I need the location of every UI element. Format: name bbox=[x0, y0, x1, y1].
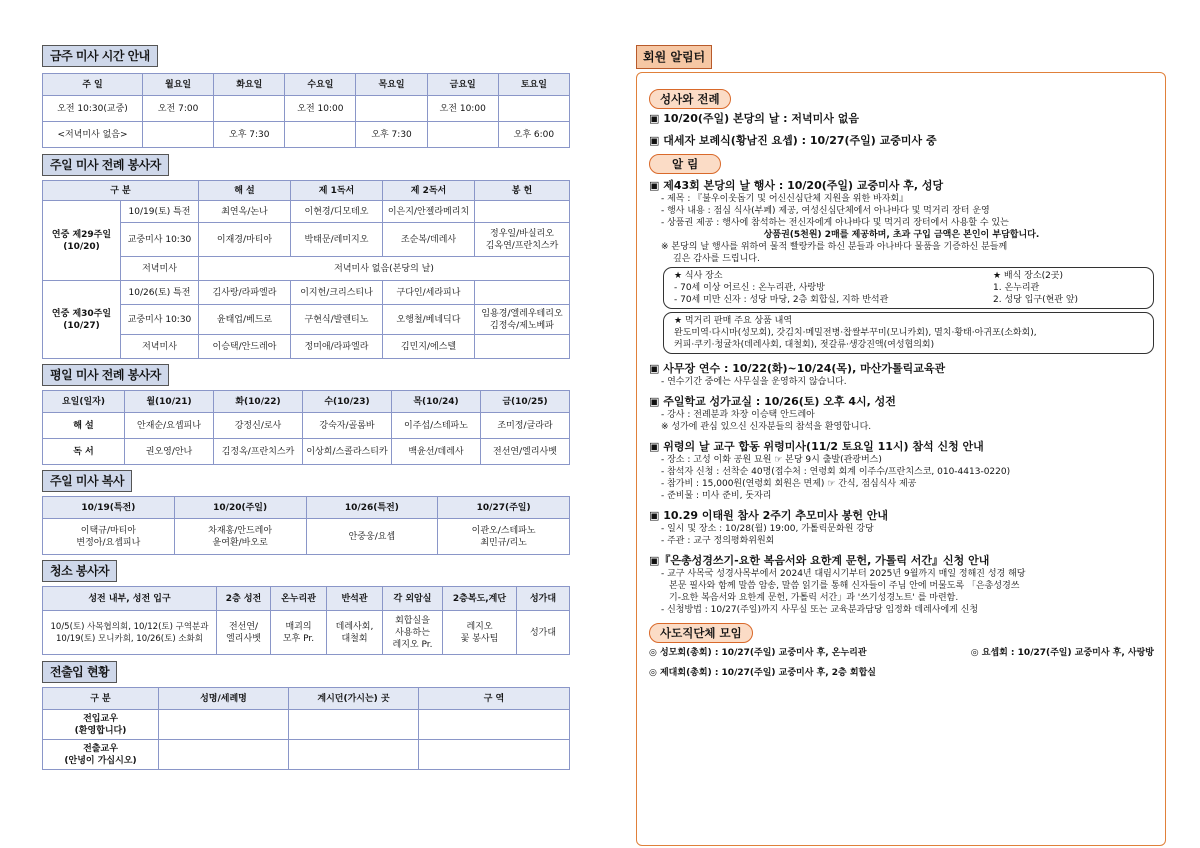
mass-cell: 오후 7:30 bbox=[356, 122, 427, 148]
serve-right bbox=[993, 270, 1143, 306]
clean-cell: 데레사회, 대철회 bbox=[327, 611, 383, 655]
altar-header-cell: 10/19(특전) bbox=[43, 497, 175, 519]
mass-cell: 오전 10:00 bbox=[285, 96, 356, 122]
clean-header-cell: 반석관 bbox=[327, 587, 383, 611]
notice-1-thanks: ※ 본당의 날 행사를 위하여 물적 빨랑카를 하신 분들과 아나바다 물품을 기증하신 분들께 bbox=[661, 242, 1008, 252]
meal-box bbox=[663, 267, 1154, 309]
right-column bbox=[636, 45, 1166, 678]
mass-schedule-table bbox=[42, 73, 570, 148]
mass-header-row bbox=[43, 74, 570, 96]
notice-3-line: ※ 성가에 관심 있으신 신자분들의 참석을 환영합니다. bbox=[661, 422, 872, 432]
apostolate-item: ◎ 요셉회 : 10/27(주일) 교중미사 후, 사랑방 bbox=[970, 648, 1154, 658]
sunday-cell: 정미애/라파엘라 bbox=[291, 335, 383, 359]
mass-cell: 오후 6:00 bbox=[498, 122, 569, 148]
weekday-cell: 해 설 bbox=[43, 413, 125, 439]
clean-header-cell: 2층복도,계단 bbox=[443, 587, 517, 611]
weekday-cell: 백윤선/데레사 bbox=[392, 439, 481, 465]
altar-header-cell: 10/27(주일) bbox=[438, 497, 570, 519]
notice-2-title: ▣ 사무장 연수 : 10/22(화)~10/24(목), 마산가톨릭교육관 bbox=[649, 362, 946, 375]
weekday-cell: 이상희/스콜라스티카 bbox=[303, 439, 392, 465]
sunday-cell: 교중미사 10:30 bbox=[121, 223, 199, 257]
sunday-cell: 박태문/레미지오 bbox=[291, 223, 383, 257]
notice-4-line: - 준비물 : 미사 준비, 돗자리 bbox=[661, 491, 772, 501]
transfer-header-cell: 계시던(가시는) 곳 bbox=[289, 688, 419, 710]
sunday-cell: 구다인/세라피나 bbox=[383, 281, 475, 305]
notice-1-line: - 상품권 제공 : 행사에 참석하는 전신자에게 아나바다 및 먹거리 장터에서 사용할 수 있는 bbox=[661, 218, 1009, 228]
notice-6-line: 본문 필사와 함께 말씀 암송, 말씀 읽기를 통해 신자들이 주님 안에 머물도록 「은총성경쓰 bbox=[669, 581, 1020, 591]
notice-box bbox=[636, 72, 1166, 846]
altar-header-cell: 10/20(주일) bbox=[174, 497, 306, 519]
cleaning-title: 청소 봉사자 bbox=[42, 560, 117, 582]
serve-line: 1. 온누리관 bbox=[993, 283, 1040, 293]
liturgy-item: ▣ 10/20(주일) 본당의 날 : 저녁미사 없음 bbox=[649, 112, 859, 125]
notice-4-line: - 장소 : 고성 이화 공원 묘원 ☞ 본당 9시 출발(관광버스) bbox=[661, 455, 882, 465]
notice-6-line: - 교구 사목국 성경사목부에서 2024년 대림시기부터 2025년 9월까지 매일 정해진 성경 해당 bbox=[661, 569, 1026, 579]
mass-schedule-title: 금주 미사 시간 안내 bbox=[42, 45, 158, 67]
notice-6-title: ▣『은총성경쓰기-요한 복음서와 요한계 문헌, 가톨릭 서간』신청 안내 bbox=[649, 554, 990, 567]
sunday-header-cell: 구 분 bbox=[43, 181, 199, 201]
clean-header-cell: 성전 내부, 성전 입구 bbox=[43, 587, 217, 611]
clean-cell: 매괴의 모후 Pr. bbox=[271, 611, 327, 655]
clean-header-cell: 성가대 bbox=[517, 587, 570, 611]
weekday-cell: 독 서 bbox=[43, 439, 125, 465]
sunday-cell: 최연옥/논나 bbox=[199, 201, 291, 223]
clean-cell: 10/5(토) 사목협의회, 10/12(토) 구역분과 10/19(토) 모니카회, 10/26(토) 소화회 bbox=[43, 611, 217, 655]
sunday-ministers-title: 주일 미사 전례 봉사자 bbox=[42, 154, 169, 176]
food-title: ★ 먹거리 판매 주요 상품 내역 bbox=[674, 316, 793, 326]
weekday-header-cell: 수(10/23) bbox=[303, 391, 392, 413]
notice-6-line: 기-요한 복음서와 요한계 문헌, 가톨릭 서간」과 '쓰기성경노트' 를 마련함. bbox=[669, 593, 959, 603]
altar-servers-title: 주일 미사 복사 bbox=[42, 470, 132, 492]
weekday-cell: 안재순/요셉피나 bbox=[125, 413, 214, 439]
weekday-cell: 강숙자/골롬바 bbox=[303, 413, 392, 439]
notice-1-title: ▣ 제43회 본당의 날 행사 : 10/20(주일) 교중미사 후, 성당 bbox=[649, 179, 944, 192]
weekday-cell: 김정옥/프란치스카 bbox=[214, 439, 303, 465]
mass-cell bbox=[356, 96, 427, 122]
sunday-cell: 10/26(토) 특전 bbox=[121, 281, 199, 305]
sunday-cell: 조순복/데레사 bbox=[383, 223, 475, 257]
sunday-cell: 오행철/베네딕다 bbox=[383, 305, 475, 335]
weekday-cell: 강정신/로사 bbox=[214, 413, 303, 439]
altar-cell: 이택규/마티아 변정아/요셉피나 bbox=[43, 519, 175, 555]
apostolate-row bbox=[649, 647, 1154, 659]
transfer-cell bbox=[159, 740, 289, 770]
clean-header-cell: 각 외암실 bbox=[383, 587, 443, 611]
notice-4-title: ▣ 위령의 날 교구 합동 위령미사(11/2 토요일 11시) 참석 신청 안내 bbox=[649, 440, 984, 453]
serve-line: 2. 성당 입구(현관 앞) bbox=[993, 295, 1079, 305]
meal-title: ★ 식사 장소 bbox=[674, 271, 723, 281]
mass-header-cell: 화요일 bbox=[214, 74, 285, 96]
notice-1-line: - 제목 : 『불우이웃돕기 및 어신신심단체 지원을 위한 바자회』 bbox=[661, 194, 909, 204]
mass-cell bbox=[427, 122, 498, 148]
altar-cell: 차재홍/안드레아 윤여환/바오로 bbox=[174, 519, 306, 555]
notice-1-thanks: 깊은 감사를 드립니다. bbox=[673, 254, 760, 264]
weekday-header-cell: 월(10/21) bbox=[125, 391, 214, 413]
food-box bbox=[663, 312, 1154, 354]
mass-header-cell: 월요일 bbox=[143, 74, 214, 96]
clean-cell: 전선연/ 엘리사벳 bbox=[217, 611, 271, 655]
altar-servers-table bbox=[42, 496, 570, 555]
sunday-ministers-table bbox=[42, 180, 570, 359]
sunday-cell: 이은지/안젤라메리치 bbox=[383, 201, 475, 223]
mass-header-cell: 주 일 bbox=[43, 74, 143, 96]
mass-header-cell: 목요일 bbox=[356, 74, 427, 96]
transfer-table bbox=[42, 687, 570, 770]
sunday-cell: 저녁미사 bbox=[121, 335, 199, 359]
notice-1-voucher: 상품권(5천원) 2매를 제공하며, 초과 구입 금액은 본인이 부담합니다. bbox=[763, 230, 1040, 240]
mass-row bbox=[43, 122, 570, 148]
transfer-header-cell: 구 역 bbox=[419, 688, 570, 710]
weekday-cell: 이주섭/스테파노 bbox=[392, 413, 481, 439]
notice-5-line: - 주관 : 교구 정의평화위원회 bbox=[661, 536, 775, 546]
weekday-header-cell: 금(10/25) bbox=[481, 391, 570, 413]
mass-cell bbox=[498, 96, 569, 122]
clean-cell: 성가대 bbox=[517, 611, 570, 655]
mass-cell bbox=[214, 96, 285, 122]
liturgy-pill: 성사와 전례 bbox=[649, 89, 731, 109]
apostolate-item: ◎ 제대회(총회) : 10/27(주일) 교중미사 후, 2층 회합실 bbox=[649, 668, 876, 678]
notice-1-line: - 행사 내용 : 점심 식사(부페) 제공, 여성신심단체에서 아나바다 및 먹거리 장터 운영 bbox=[661, 206, 990, 216]
transfer-header-cell: 성명/세례명 bbox=[159, 688, 289, 710]
transfer-cell bbox=[419, 740, 570, 770]
sunday-cell: 김사랑/라파엘라 bbox=[199, 281, 291, 305]
sunday-header-cell: 봉 헌 bbox=[475, 181, 570, 201]
sunday-cell: 이현경/디모테오 bbox=[291, 201, 383, 223]
clean-cell: 회합실을 사용하는 레지오 Pr. bbox=[383, 611, 443, 655]
sunday-cell bbox=[475, 335, 570, 359]
sunday-evening-note: 저녁미사 없음(본당의 날) bbox=[199, 257, 570, 281]
notice-3-line: - 강사 : 전례분과 차장 이승택 안드레아 bbox=[661, 410, 815, 420]
notice-5-line: - 일시 및 장소 : 10/28(월) 19:00, 가톨릭문화원 강당 bbox=[661, 524, 874, 534]
transfer-cell bbox=[159, 710, 289, 740]
transfer-label: 전입교우 (환영합니다) bbox=[43, 710, 159, 740]
sunday-cell: 이승택/안드레아 bbox=[199, 335, 291, 359]
serve-title: ★ 배식 장소(2곳) bbox=[993, 271, 1064, 281]
weekday-cell: 권오영/안나 bbox=[125, 439, 214, 465]
weekday-cell: 조미정/글라라 bbox=[481, 413, 570, 439]
sunday-cell: 임용경/엘레우테리오 김정숙/제노베파 bbox=[475, 305, 570, 335]
apostolate-item: ◎ 성모회(총회) : 10/27(주일) 교중미사 후, 온누리관 bbox=[649, 648, 867, 658]
mass-cell: <저녁미사 없음> bbox=[43, 122, 143, 148]
food-line: 커피·쿠키·청귤차(데레사회, 대철회), 젓갈류·생강진액(여성협의회) bbox=[674, 340, 935, 350]
mass-header-cell: 토요일 bbox=[498, 74, 569, 96]
sunday-cell: 윤태업/베드로 bbox=[199, 305, 291, 335]
sunday-cell: 교중미사 10:30 bbox=[121, 305, 199, 335]
weekday-ministers-title: 평일 미사 전례 봉사자 bbox=[42, 364, 169, 386]
notice-6-line: - 신청방법 : 10/27(주일)까지 사무실 또는 교육분과담당 임정화 데레사에게 신청 bbox=[661, 605, 979, 615]
sunday-cell: 김민지/에스텔 bbox=[383, 335, 475, 359]
transfer-cell bbox=[289, 710, 419, 740]
meal-left bbox=[674, 270, 888, 306]
mass-header-cell: 금요일 bbox=[427, 74, 498, 96]
transfer-header-cell: 구 분 bbox=[43, 688, 159, 710]
notice-4-line: - 참가비 : 15,000원(연령회 회원은 면제) ☞ 간식, 점심식사 제공 bbox=[661, 479, 917, 489]
sunday-cell: 저녁미사 bbox=[121, 257, 199, 281]
altar-header-cell: 10/26(특전) bbox=[306, 497, 438, 519]
transfer-cell bbox=[419, 710, 570, 740]
sunday-cell: 정우일/바실리오 김옥연/프란치스카 bbox=[475, 223, 570, 257]
weekday-ministers-table bbox=[42, 390, 570, 465]
sunday-cell: 이재경/마티아 bbox=[199, 223, 291, 257]
clean-header-cell: 2층 성전 bbox=[217, 587, 271, 611]
transfer-label: 전출교우 (안녕이 가십시오) bbox=[43, 740, 159, 770]
sunday-cell: 구현식/발렌티노 bbox=[291, 305, 383, 335]
clean-cell: 레지오 꽃 봉사팀 bbox=[443, 611, 517, 655]
notice-pill: 알 림 bbox=[649, 154, 721, 174]
mass-cell bbox=[143, 122, 214, 148]
cleaning-table bbox=[42, 586, 570, 655]
sunday-cell bbox=[475, 201, 570, 223]
notice-3-title: ▣ 주일학교 성가교실 : 10/26(토) 오후 4시, 성전 bbox=[649, 395, 896, 408]
meal-line: - 70세 이상 어르신 : 온누리관, 사랑방 bbox=[674, 283, 825, 293]
mass-row bbox=[43, 96, 570, 122]
sunday-header-cell: 제 1독서 bbox=[291, 181, 383, 201]
weekday-cell: 전선연/엘리사벳 bbox=[481, 439, 570, 465]
sunday-cell bbox=[475, 281, 570, 305]
weekday-header-cell: 요일(일자) bbox=[43, 391, 125, 413]
sunday-header-cell: 해 설 bbox=[199, 181, 291, 201]
sunday-group-label: 연중 제29주일 (10/20) bbox=[43, 201, 121, 281]
altar-cell: 이관오/스테파노 최민규/리노 bbox=[438, 519, 570, 555]
sunday-cell: 10/19(토) 특전 bbox=[121, 201, 199, 223]
mass-cell bbox=[285, 122, 356, 148]
mass-header-cell: 수요일 bbox=[285, 74, 356, 96]
notice-2-line: - 연수기간 중에는 사무실을 운영하지 않습니다. bbox=[661, 377, 847, 387]
altar-cell: 안중웅/요셉 bbox=[306, 519, 438, 555]
mass-cell: 오전 7:00 bbox=[143, 96, 214, 122]
sunday-cell: 이지헌/크리스티나 bbox=[291, 281, 383, 305]
liturgy-item: ▣ 대세자 보례식(황남진 요셉) : 10/27(주일) 교중미사 중 bbox=[649, 134, 937, 147]
left-column bbox=[42, 45, 570, 770]
mass-cell: 오전 10:00 bbox=[427, 96, 498, 122]
food-line: 완도미역·다시마(성모회), 갓김치·메밀전병·찹쌀부꾸미(모니카회), 멸치·황태·아귀포(소화회), bbox=[674, 328, 1037, 338]
transfer-cell bbox=[289, 740, 419, 770]
mass-cell: 오전 10:30(교중) bbox=[43, 96, 143, 122]
member-notice-title: 회원 알림터 bbox=[636, 45, 712, 69]
sunday-header-cell: 제 2독서 bbox=[383, 181, 475, 201]
clean-header-cell: 온누리관 bbox=[271, 587, 327, 611]
mass-cell: 오후 7:30 bbox=[214, 122, 285, 148]
sunday-group-label: 연중 제30주일 (10/27) bbox=[43, 281, 121, 359]
notice-5-title: ▣ 10.29 이태원 참사 2주기 추모미사 봉헌 안내 bbox=[649, 509, 889, 522]
notice-4-line: - 참석자 신청 : 선착순 40명(접수처 : 연령회 회계 이주수/프란치스코, 010-4413-0220) bbox=[661, 467, 1011, 477]
weekday-header-cell: 목(10/24) bbox=[392, 391, 481, 413]
apostolate-pill: 사도직단체 모임 bbox=[649, 623, 753, 643]
transfer-title: 전출입 현황 bbox=[42, 661, 117, 683]
meal-line: - 70세 미만 신자 : 성당 마당, 2층 회합실, 지하 반석관 bbox=[674, 295, 889, 305]
weekday-header-cell: 화(10/22) bbox=[214, 391, 303, 413]
